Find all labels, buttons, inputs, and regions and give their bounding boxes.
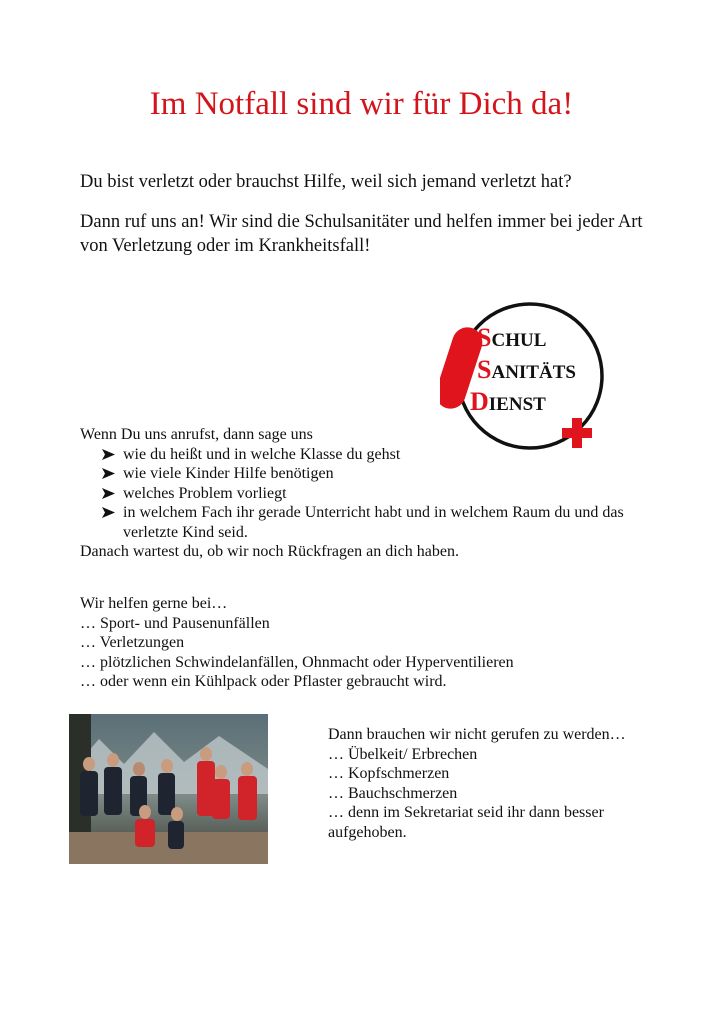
instructions-list <box>80 445 650 543</box>
logo-line-schul: SCHUL <box>477 323 547 352</box>
logo-line-sanitaets: SANITÄTS <box>477 355 576 384</box>
instructions-lead: Wenn Du uns anrufst, dann sage uns <box>80 426 313 443</box>
list-item: … Bauchschmerzen <box>328 784 458 802</box>
not-needed-lead: Dann brauchen wir nicht gerufen zu werden… <box>328 726 626 743</box>
list-item: … Verletzungen <box>80 634 185 651</box>
list-item: in welchem Fach ihr gerade Unterricht habt und in welchem Raum du und das verletzte Kind seid. <box>100 503 650 542</box>
logo-line-dienst: DIENST <box>470 387 546 416</box>
list-item: … Übelkeit/ Erbrechen <box>328 745 478 763</box>
call-instructions <box>80 425 650 562</box>
not-needed-list <box>328 745 658 843</box>
list-item: wie viele Kinder Hilfe benötigen <box>100 464 650 484</box>
help-cases-list <box>80 614 650 692</box>
page-title: Im Notfall sind wir für Dich da! <box>149 86 574 122</box>
list-item: … Sport- und Pausenunfällen <box>80 614 270 632</box>
list-item: … Kopfschmerzen <box>328 765 450 782</box>
team-photo <box>69 714 268 864</box>
intro-question: Du bist verletzt oder brauchst Hilfe, weil sich jemand verletzt hat? <box>80 172 572 192</box>
list-item: welches Problem vorliegt <box>100 484 650 504</box>
arrow-bullet-icon <box>102 449 115 460</box>
list-item: wie du heißt und in welche Klasse du gehst <box>100 445 650 465</box>
help-cases <box>80 594 650 692</box>
help-cases-lead: Wir helfen gerne bei… <box>80 595 228 612</box>
arrow-bullet-icon <box>102 488 115 499</box>
not-needed-cases <box>328 725 658 842</box>
list-item: … oder wenn ein Kühlpack oder Pflaster gebraucht wird. <box>80 673 447 690</box>
list-item: … denn im Sekretariat seid ihr dann besser aufgehoben. <box>328 804 604 841</box>
arrow-bullet-icon <box>102 507 115 518</box>
instructions-closing: Danach wartest du, ob wir noch Rückfragen an dich haben. <box>80 543 459 560</box>
arrow-bullet-icon <box>102 468 115 479</box>
list-item: … plötzlichen Schwindelanfällen, Ohnmacht oder Hyperventilieren <box>80 653 514 671</box>
intro-call-to-action: Dann ruf uns an! Wir sind die Schulsanitäter und helfen immer bei jeder Art von Verletzung oder im Krankheitsfall! <box>80 212 643 256</box>
